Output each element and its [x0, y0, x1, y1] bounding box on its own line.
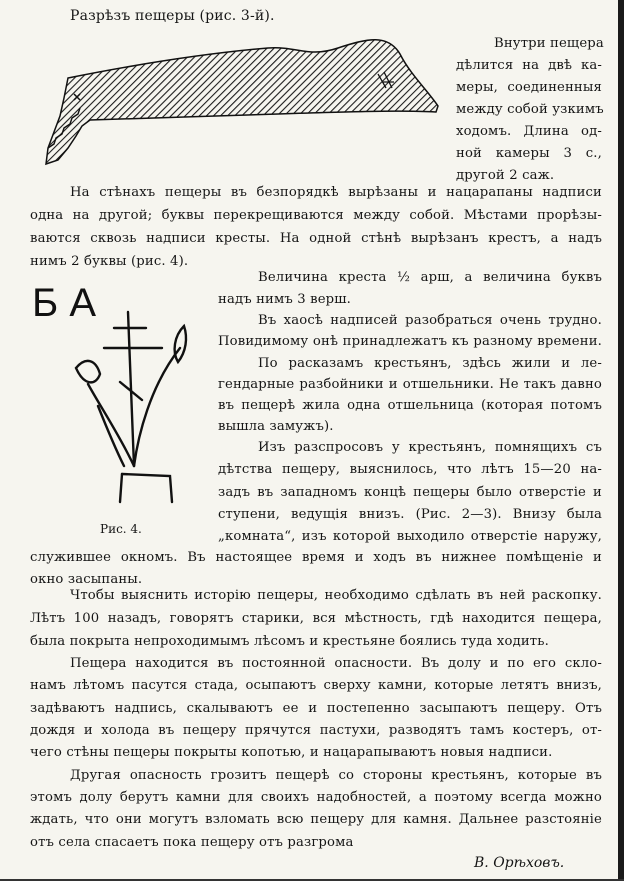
text-line: Величина креста ½ арш, а величина буквъ — [258, 270, 602, 285]
text-line: дѣлится на двѣ ка- — [456, 58, 602, 73]
text-line: въ пещерѣ жила одна отшельница (которая потомъ — [218, 398, 602, 413]
text-line: намъ лѣтомъ пасутся стада, осыпаютъ сверху камни, которые летятъ внизъ, — [30, 678, 602, 693]
text-line: окно засыпаны. — [30, 572, 143, 587]
text-line: чего стѣны пещеры покрыты копотью, и нацарапываютъ новыя надписи. — [30, 745, 553, 760]
text-line: Чтобы выяснить исторію пещеры, необходимо сдѣлать въ ней раскопку. — [70, 588, 602, 603]
author-signature: В. Орѣховъ. — [474, 855, 565, 871]
text-line: другой 2 саж. — [456, 168, 555, 183]
text-line: Въ хаосѣ надписей разобраться очень трудно. — [258, 313, 602, 328]
text-line: ступени, ведущія внизъ. (Рис. 2—3). Внизу была — [218, 507, 602, 522]
cave-section-figure — [38, 36, 442, 166]
text-line: ждать, что они могутъ взломать всю пещеру для камня. Дальнее разстояніе — [30, 812, 602, 827]
figure-caption: Рис. 4. — [100, 522, 142, 536]
text-line: Пещера находится въ постоянной опасности. Въ долу и по его скло- — [70, 656, 602, 671]
text-line: задѣваютъ надпись, скалываютъ ее и постепенно засыпаютъ пещеру. Отъ — [30, 701, 602, 716]
text-line: ходомъ. Длина од- — [456, 124, 602, 139]
text-line: „комната“, изъ которой выходило отверстіе наружу, — [218, 529, 602, 544]
text-line: отъ села спасаетъ пока пещеру отъ разгрома — [30, 835, 354, 850]
text-line: была покрыта непроходимымъ лѣсомъ и крестьяне боялись туда ходить. — [30, 634, 549, 649]
scan-edge — [618, 0, 624, 881]
cross-figure — [30, 276, 210, 516]
text-line: Повидимому онѣ принадлежатъ къ разному времени. — [218, 334, 602, 349]
text-line: ваются сквозь надписи кресты. На одной стѣнѣ вырѣзанъ крестъ, а надъ — [30, 231, 602, 246]
text-line: Лѣтъ 100 назадъ, говорятъ старики, вся мѣстность, гдѣ находится пещера, — [30, 611, 602, 626]
text-line: Изъ разспросовъ у крестьянъ, помнящихъ съ — [258, 440, 602, 455]
text-line: По расказамъ крестьянъ, здѣсь жили и ле- — [258, 356, 602, 371]
text-line: вышла замужъ). — [218, 419, 334, 434]
text-line: одна на другой; буквы перекрещиваются между собой. Мѣстами прорѣзы- — [30, 208, 602, 223]
section-title: Разрѣзъ пещеры (рис. 3-й). — [70, 8, 275, 24]
text-line: этомъ долу берутъ камни для своихъ надобностей, а поэтому всегда можно — [30, 790, 602, 805]
text-line: ной камеры 3 с., — [456, 146, 602, 161]
text-line: гендарные разбойники и отшельники. Не такъ давно — [218, 377, 602, 392]
figure-letters: Б А — [32, 281, 97, 325]
text-line: служившее окномъ. Въ настоящее время и ходъ въ нижнее помѣщеніе и — [30, 550, 602, 565]
text-line: надъ нимъ 3 верш. — [218, 292, 352, 307]
text-line: дождя и холода въ пещеру прячутся пастухи, разводятъ тамъ костеръ, от- — [30, 723, 602, 738]
text-line: На стѣнахъ пещеры въ безпорядкѣ вырѣзаны и нацарапаны надписи — [70, 185, 602, 200]
text-line: Внутри пещера — [494, 36, 604, 51]
text-line: меры, соединенныя — [456, 80, 602, 95]
text-line: нимъ 2 буквы (рис. 4). — [30, 254, 189, 269]
text-line: дѣтства пещеру, выяснилось, что лѣтъ 15—20 на- — [218, 462, 602, 477]
text-line: между собой узкимъ — [456, 102, 604, 117]
text-line: Другая опасность грозитъ пещерѣ со стороны крестьянъ, которые въ — [70, 768, 602, 783]
text-line: задъ въ западномъ концѣ пещеры было отверстіе и — [218, 485, 602, 500]
